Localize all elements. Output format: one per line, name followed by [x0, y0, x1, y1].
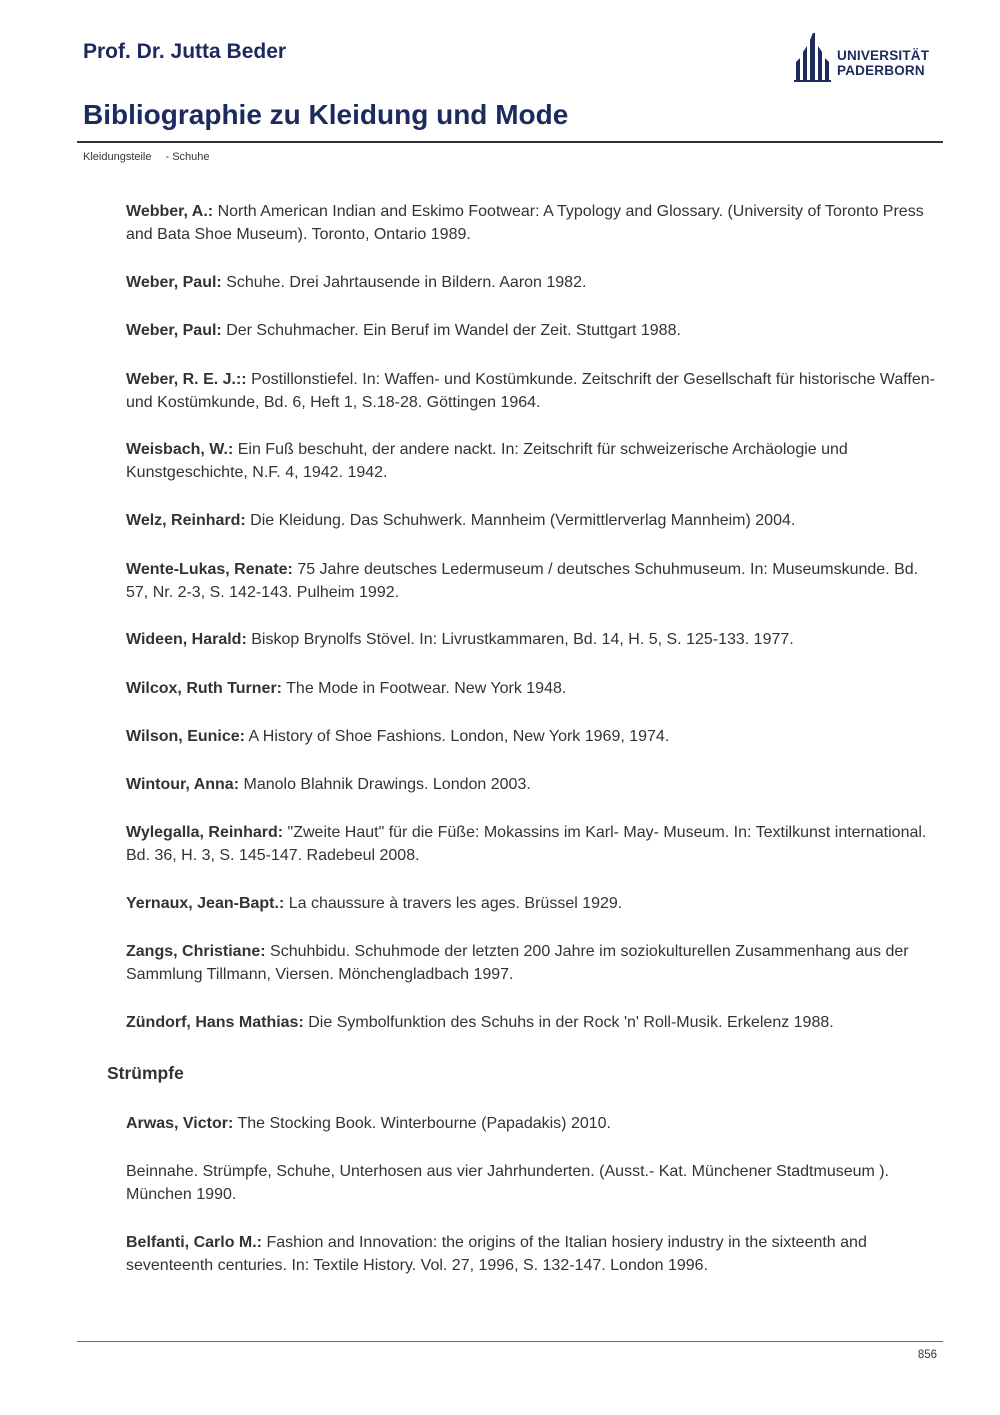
entry-author: Weber, Paul:	[126, 274, 222, 291]
entry-text: Beinnahe. Strümpfe, Schuhe, Unterhosen aus vier Jahrhunderten. (Ausst.- Kat. Münchener Stadtmuseum ). München 1990.	[126, 1163, 890, 1203]
bibliography-entry	[126, 892, 936, 915]
bibliography-entry	[126, 821, 936, 867]
entry-text: Biskop Brynolfs Stövel. In: Livrustkammaren, Bd. 14, H. 5, S. 125-133. 1977.	[251, 631, 794, 648]
entry-author: Wintour, Anna:	[126, 776, 240, 793]
entry-text: A History of Shoe Fashions. London, New York 1969, 1974.	[248, 728, 670, 745]
entry-text: Ein Fuß beschuht, der andere nackt. In: Zeitschrift für schweizerische Archäologie und Kunstgeschichte, N.F. 4, 1942. 1942.	[126, 441, 848, 481]
entry-text: North American Indian and Eskimo Footwear: A Typology and Glossary. (University of Toronto Press and Bata Shoe Museum). Toronto, Ontario 1989.	[126, 203, 924, 243]
bibliography-entry	[126, 438, 936, 484]
entry-text: The Mode in Footwear. New York 1948.	[286, 680, 567, 697]
bibliography-entry	[126, 1112, 936, 1135]
entry-author: Weber, Paul:	[126, 322, 222, 339]
university-logo	[794, 32, 944, 82]
entry-author: Zündorf, Hans Mathias:	[126, 1014, 304, 1031]
entry-author: Yernaux, Jean-Bapt.:	[126, 895, 285, 912]
entry-author: Weber, R. E. J.::	[126, 371, 247, 388]
logo-text-line1: UNIVERSITÄT	[837, 48, 930, 63]
entry-text: Fashion and Innovation: the origins of the Italian hosiery industry in the sixteenth and seventeenth centuries. In: Textile History. Vol. 27, 1996, S. 132-147. London 1996.	[126, 1234, 867, 1274]
entry-text: Manolo Blahnik Drawings. London 2003.	[243, 776, 531, 793]
entry-author: Welz, Reinhard:	[126, 512, 246, 529]
bibliography-entry	[126, 1160, 936, 1206]
bibliography-entry	[126, 940, 936, 986]
author-name: Prof. Dr. Jutta Beder	[83, 40, 287, 63]
entry-author: Wideen, Harald:	[126, 631, 247, 648]
entry-text: La chaussure à travers les ages. Brüssel 1929.	[288, 895, 623, 912]
entry-author: Arwas, Victor:	[126, 1115, 234, 1132]
entry-text: Postillonstiefel. In: Waffen- und Kostümkunde. Zeitschrift der Gesellschaft für historische Waffen- und Kostümkunde, Bd. 6, Heft 1, S.18-28. Göttingen 1964.	[126, 371, 935, 411]
entry-text: Die Symbolfunktion des Schuhs in der Rock 'n' Roll-Musik. Erkelenz 1988.	[308, 1014, 834, 1031]
entry-text: Schuhbidu. Schuhmode der letzten 200 Jahre im soziokulturellen Zusammenhang aus der Sammlung Tillmann, Viersen. Mönchengladbach 1997.	[126, 943, 909, 983]
bibliography-entry	[126, 1011, 936, 1034]
entry-author: Zangs, Christiane:	[126, 943, 266, 960]
bibliography-entry	[126, 677, 936, 700]
bibliography-entry	[126, 628, 936, 651]
entry-author: Weisbach, W.:	[126, 441, 234, 458]
breadcrumb-category: Kleidungsteile	[83, 151, 152, 163]
entry-author: Wilson, Eunice:	[126, 728, 245, 745]
entry-text: "Zweite Haut" für die Füße: Mokassins im Karl- May- Museum. In: Textilkunst international. Bd. 36, H. 3, S. 145-147. Radebeul 2008.	[126, 824, 927, 864]
entry-text: The Stocking Book. Winterbourne (Papadakis) 2010.	[237, 1115, 611, 1132]
footer-divider	[77, 1341, 943, 1342]
title-divider	[77, 141, 943, 143]
bibliography-entry	[126, 1231, 936, 1277]
entry-text: Die Kleidung. Das Schuhwerk. Mannheim (Vermittlerverlag Mannheim) 2004.	[250, 512, 796, 529]
logo-text-line2: PADERBORN	[837, 63, 925, 78]
bibliography-entry	[126, 319, 936, 342]
university-logo-icon	[794, 32, 834, 82]
bibliography-entry	[126, 271, 936, 294]
entry-author: Belfanti, Carlo M.:	[126, 1234, 263, 1251]
bibliography-entry	[126, 773, 936, 796]
entry-author: Wilcox, Ruth Turner:	[126, 680, 282, 697]
entry-text: Schuhe. Drei Jahrtausende in Bildern. Aaron 1982.	[226, 274, 587, 291]
breadcrumb	[83, 151, 210, 163]
entry-author: Wente-Lukas, Renate:	[126, 561, 293, 578]
entry-text: Der Schuhmacher. Ein Beruf im Wandel der Zeit. Stuttgart 1988.	[226, 322, 681, 339]
document-title: Bibliographie zu Kleidung und Mode	[83, 99, 569, 130]
entry-author: Wylegalla, Reinhard:	[126, 824, 284, 841]
bibliography-entry	[126, 368, 936, 414]
bibliography-entry	[126, 509, 936, 532]
page-number: 856	[917, 1349, 937, 1361]
bibliography-entry	[126, 558, 936, 604]
bibliography-entry	[126, 725, 936, 748]
bibliography-entry	[126, 200, 936, 246]
breadcrumb-subcategory: - Schuhe	[165, 151, 210, 163]
entry-author: Webber, A.:	[126, 203, 214, 220]
section-heading: Strümpfe	[107, 1063, 184, 1083]
entry-text: 75 Jahre deutsches Ledermuseum / deutsches Schuhmuseum. In: Museumskunde. Bd. 57, Nr. 2-3, S. 142-143. Pulheim 1992.	[126, 561, 919, 601]
